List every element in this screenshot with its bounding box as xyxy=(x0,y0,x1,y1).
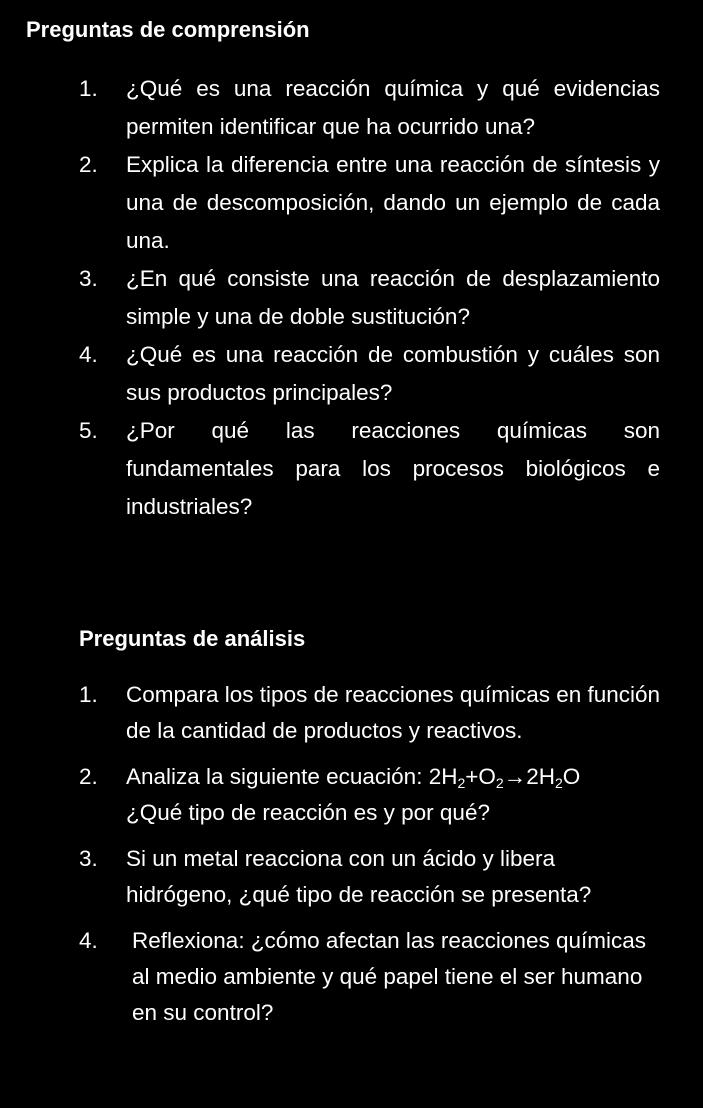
item-number: 1. xyxy=(79,682,98,707)
item-number: 2. xyxy=(79,152,98,177)
item-number: 2. xyxy=(79,764,98,789)
list-item xyxy=(0,412,660,526)
question-text: ¿Qué es una reacción de combustión y cuáles son sus productos principales? xyxy=(126,342,660,405)
section-title-comprension: Preguntas de comprensión xyxy=(26,17,310,42)
section-title-analisis: Preguntas de análisis xyxy=(79,626,306,651)
item-number: 5. xyxy=(79,418,98,443)
question-text: ¿Qué es una reacción química y qué evidencias permiten identificar que ha ocurrido una? xyxy=(126,76,660,139)
question-text: Reflexiona: ¿cómo afectan las reacciones químicas al medio ambiente y qué papel tiene el ser humano en su control? xyxy=(132,928,646,1025)
list-item xyxy=(0,841,666,913)
question-text-follow-up: ¿Qué tipo de reacción es y por qué? xyxy=(126,800,490,825)
list-item xyxy=(0,759,666,831)
list-item xyxy=(0,336,660,412)
question-text xyxy=(126,759,666,831)
item-number: 1. xyxy=(79,76,98,101)
list-item xyxy=(0,146,660,260)
item-number: 4. xyxy=(79,928,98,953)
question-text: Si un metal reacciona con un ácido y libera hidrógeno, ¿qué tipo de reacción se presenta? xyxy=(126,846,592,907)
question-text: ¿Por qué las reacciones químicas son fundamentales para los procesos biológicos e industriales? xyxy=(126,418,660,519)
list-item xyxy=(0,70,660,146)
item-number: 3. xyxy=(79,846,98,871)
list-item xyxy=(0,677,666,749)
question-text: Explica la diferencia entre una reacción de síntesis y una de descomposición, dando un ejemplo de cada una. xyxy=(126,152,660,253)
list-item xyxy=(0,923,666,1031)
question-text: Compara los tipos de reacciones químicas en función de la cantidad de productos y reactivos. xyxy=(126,682,661,743)
question-text: ¿En qué consiste una reacción de desplazamiento simple y una de doble sustitución? xyxy=(126,266,660,329)
analysis-question-list xyxy=(0,677,703,1031)
list-item xyxy=(0,260,660,336)
comprehension-question-list xyxy=(0,70,703,526)
item-number: 4. xyxy=(79,342,98,367)
question-text-intro: Analiza la siguiente ecuación: xyxy=(126,764,429,789)
chemical-equation: $2H_2+O_2\to 2H_2O$ xyxy=(428,764,581,791)
item-number: 3. xyxy=(79,266,98,291)
